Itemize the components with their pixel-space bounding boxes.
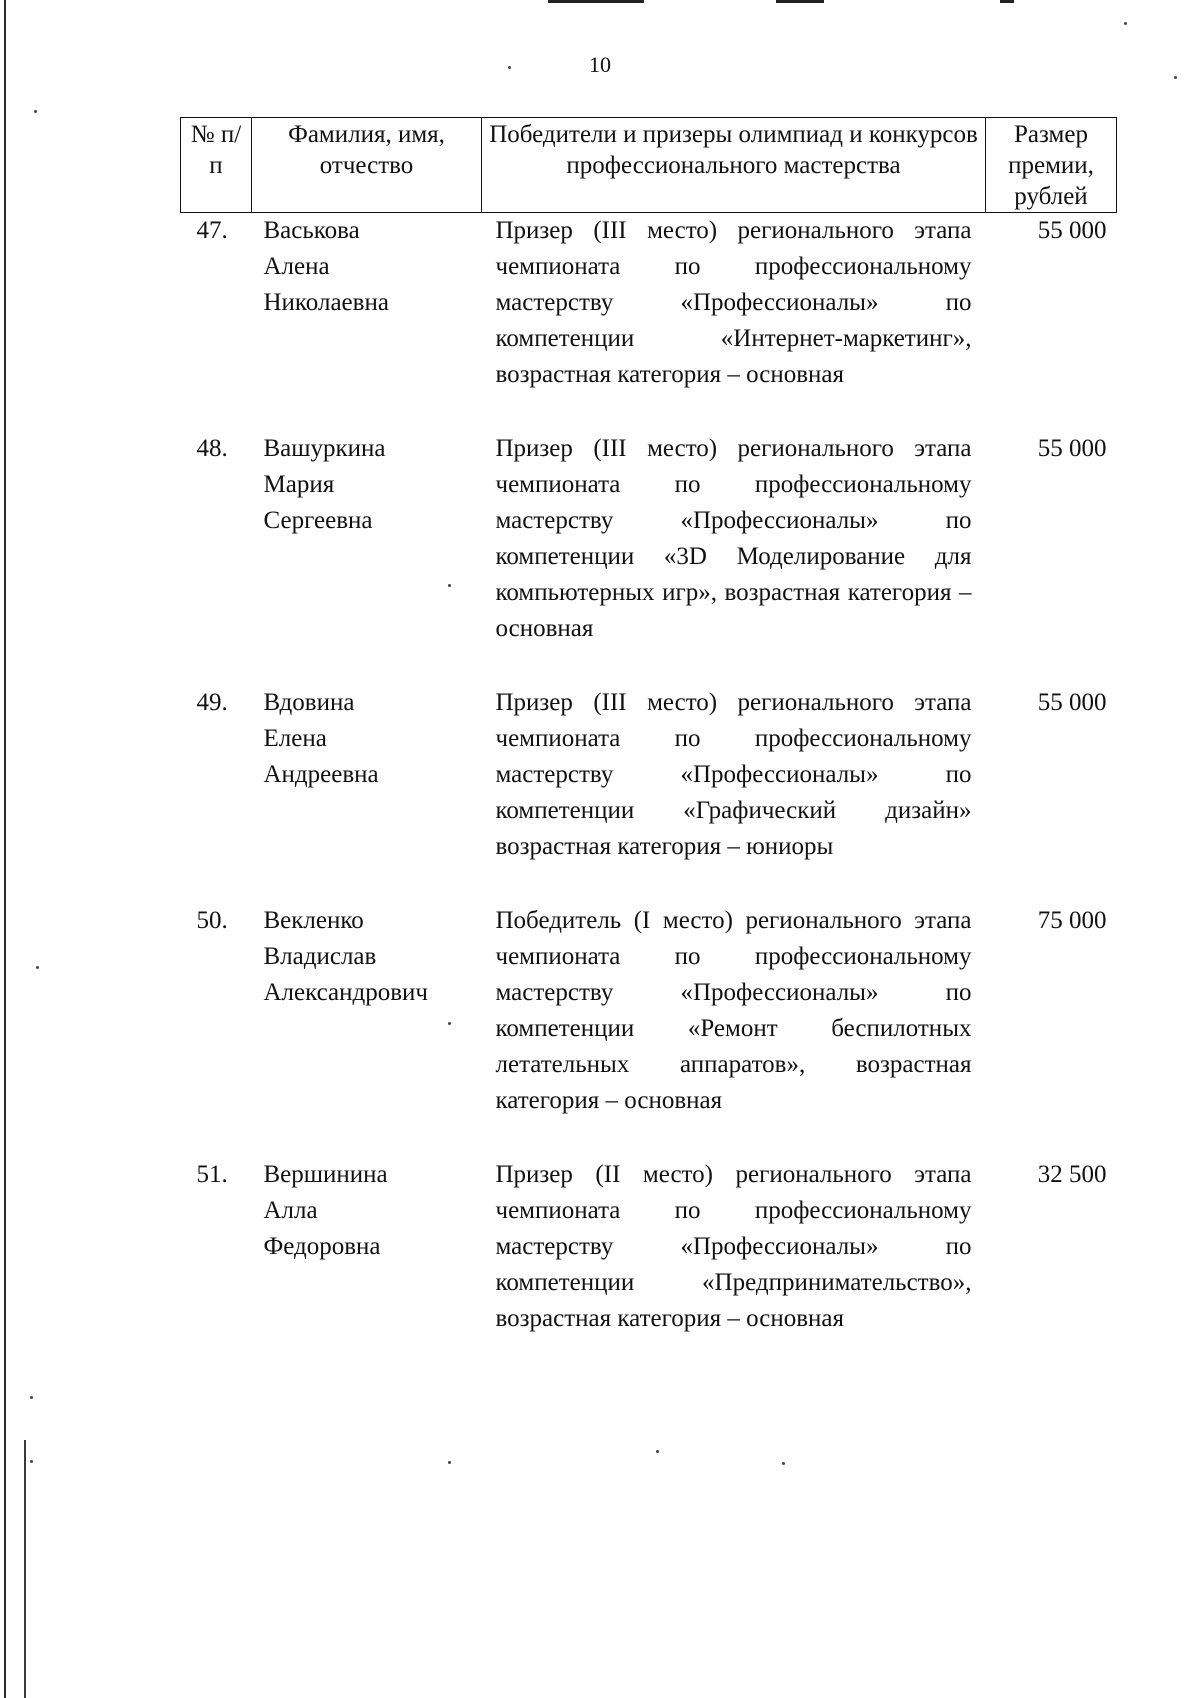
person-name bbox=[252, 431, 482, 685]
scan-mark-top-3 bbox=[1000, 0, 1014, 3]
prize-amount: 55 000 bbox=[1037, 435, 1107, 462]
scan-edge-left bbox=[4, 0, 6, 1698]
scan-speck bbox=[448, 1461, 451, 1464]
patronymic: Сергеевна bbox=[263, 507, 373, 534]
achievement: Призер (II место) регионального этапа чемпионата по профессиональному мастерству «Профессионалы» по компетенции «Предпринимательство», возрастная категория – основная bbox=[495, 1161, 972, 1332]
achievement: Призер (III место) регионального этапа чемпионата по профессиональному мастерству «Профессионалы» по компетенции «Графический дизайн» возрастная категория – юниоры bbox=[495, 689, 972, 860]
surname: Васькова bbox=[263, 217, 360, 244]
achievement: Победитель (I место) регионального этапа чемпионата по профессиональному мастерству «Профессионалы» по компетенции «Ремонт беспилотных летательных аппаратов», возрастная категория – основная bbox=[495, 907, 972, 1114]
person-name bbox=[252, 903, 482, 1157]
patronymic: Андреевна bbox=[263, 761, 379, 788]
patronymic: Федоровна bbox=[263, 1233, 381, 1260]
scan-speck bbox=[30, 1396, 33, 1399]
scan-speck bbox=[30, 1460, 33, 1463]
row-number: 51. bbox=[196, 1161, 228, 1188]
first-name: Владислав bbox=[263, 943, 377, 970]
row-number: 47. bbox=[196, 217, 228, 244]
first-name: Алла bbox=[263, 1197, 318, 1224]
surname: Вдовина bbox=[263, 689, 355, 716]
scan-speck bbox=[36, 966, 39, 969]
patronymic: Николаевна bbox=[263, 289, 389, 316]
header-achievement: Победители и призеры олимпиад и конкурсов профессионального мастерства bbox=[482, 118, 986, 213]
table-row bbox=[181, 903, 1117, 1157]
surname: Вершинина bbox=[263, 1161, 388, 1188]
table-header-row bbox=[181, 118, 1117, 213]
table-row bbox=[181, 1157, 1117, 1375]
header-num: № п/п bbox=[181, 118, 252, 213]
prize-amount: 55 000 bbox=[1037, 217, 1107, 244]
table-row bbox=[181, 213, 1117, 432]
scan-mark-top-1 bbox=[548, 0, 644, 3]
person-name bbox=[252, 1157, 482, 1375]
scan-speck bbox=[782, 1462, 785, 1465]
person-name bbox=[252, 685, 482, 903]
prize-amount: 32 500 bbox=[1037, 1161, 1107, 1188]
achievement: Призер (III место) регионального этапа чемпионата по профессиональному мастерству «Профессионалы» по компетенции «Интернет-маркетинг», возрастная категория – основная bbox=[495, 217, 972, 388]
scan-speck bbox=[656, 1450, 659, 1453]
patronymic: Александрович bbox=[263, 979, 429, 1006]
scan-edge-left-lower bbox=[24, 1440, 26, 1698]
table-row bbox=[181, 685, 1117, 903]
row-number: 48. bbox=[196, 435, 228, 462]
page-number: 10 bbox=[589, 52, 611, 77]
awards-table bbox=[180, 117, 1117, 1375]
scan-mark-top-2 bbox=[776, 0, 824, 3]
achievement: Призер (III место) регионального этапа чемпионата по профессиональному мастерству «Профессионалы» по компетенции «3D Моделирование для компьютерных игр», возрастная категория – основная bbox=[495, 435, 972, 642]
row-number: 49. bbox=[196, 689, 228, 716]
scan-speck bbox=[1124, 22, 1127, 25]
first-name: Алена bbox=[263, 253, 330, 280]
table-row bbox=[181, 431, 1117, 685]
surname: Векленко bbox=[263, 907, 364, 934]
prize-amount: 75 000 bbox=[1037, 907, 1107, 934]
person-name bbox=[252, 213, 482, 432]
scan-speck bbox=[34, 110, 37, 113]
first-name: Елена bbox=[263, 725, 327, 752]
header-prize: Размер премии, рублей bbox=[986, 118, 1117, 213]
surname: Вашуркина bbox=[263, 435, 386, 462]
first-name: Мария bbox=[263, 471, 335, 498]
header-name: Фамилия, имя, отчество bbox=[252, 118, 482, 213]
prize-amount: 55 000 bbox=[1037, 689, 1107, 716]
row-number: 50. bbox=[196, 907, 228, 934]
